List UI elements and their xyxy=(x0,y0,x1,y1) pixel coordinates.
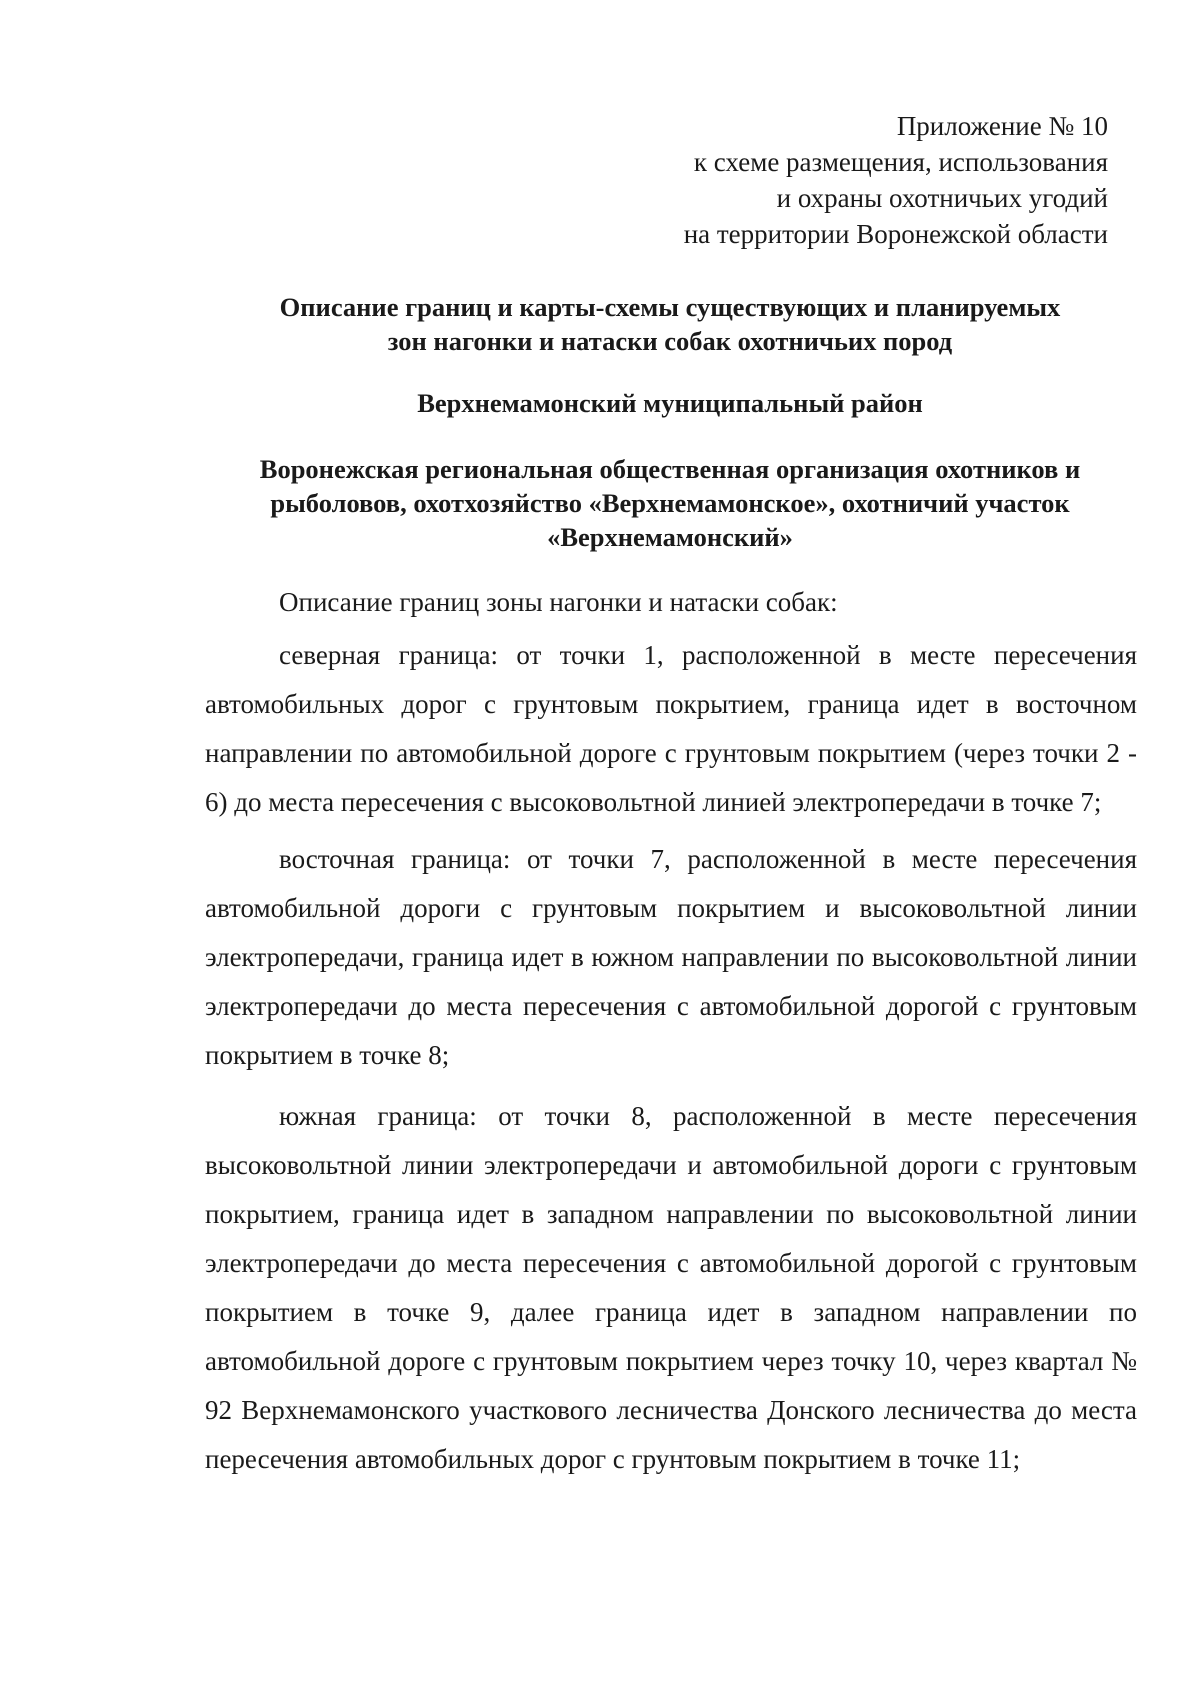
organization-line-3: «Верхнемамонский» xyxy=(547,522,793,552)
appendix-number: Приложение № 10 xyxy=(896,111,1108,141)
south-boundary-paragraph: южная граница: от точки 8, расположенной в месте пересечения высоковольтной линии электропередачи и автомобильной дороги с грунтовым покрытием, граница идет в западном направлении по высоковольтной линии электропередачи до места пересечения с автомобильной дорогой с грунтовым покрытием в точке 9, далее граница идет в западном направлении по автомобильной дороге с грунтовым покрытием через точку 10, через квартал № 92 Верхнемамонского участкового лесничества Донского лесничества до места пересечения автомобильных дорог с грунтовым покрытием в точке 11; xyxy=(205,1101,1137,1474)
appendix-line-4: на территории Воронежской области xyxy=(683,219,1108,249)
appendix-header xyxy=(408,108,1108,252)
boundary-description xyxy=(205,578,1137,1484)
intro-paragraph: Описание границ зоны нагонки и натаски собак: xyxy=(279,587,838,617)
appendix-line-3: и охраны охотничьих угодий xyxy=(776,183,1108,213)
document-title xyxy=(200,290,1140,358)
appendix-line-2: к схеме размещения, использования xyxy=(693,147,1108,177)
east-boundary-paragraph: восточная граница: от точки 7, расположенной в месте пересечения автомобильной дороги с грунтовым покрытием и высоковольтной линии электропередачи, граница идет в южном направлении по высоковольтной линии электропередачи до места пересечения с автомобильной дорогой с грунтовым покрытием в точке 8; xyxy=(205,844,1137,1070)
organization-heading xyxy=(200,452,1140,554)
north-boundary-paragraph: северная граница: от точки 1, расположенной в месте пересечения автомобильных дорог с грунтовым покрытием, граница идет в восточном направлении по автомобильной дороге с грунтовым покрытием (через точки 2 - 6) до места пересечения с высоковольтной линией электропередачи в точке 7; xyxy=(205,640,1137,817)
title-line-2: зон нагонки и натаски собак охотничьих пород xyxy=(387,326,953,356)
district-heading xyxy=(200,386,1140,420)
title-line-1: Описание границ и карты-схемы существующих и планируемых xyxy=(279,292,1061,322)
organization-line-2: рыболовов, охотхозяйство «Верхнемамонское», охотничий участок xyxy=(270,488,1070,518)
district-name: Верхнемамонский муниципальный район xyxy=(417,388,923,418)
organization-line-1: Воронежская региональная общественная организация охотников и xyxy=(259,454,1081,484)
